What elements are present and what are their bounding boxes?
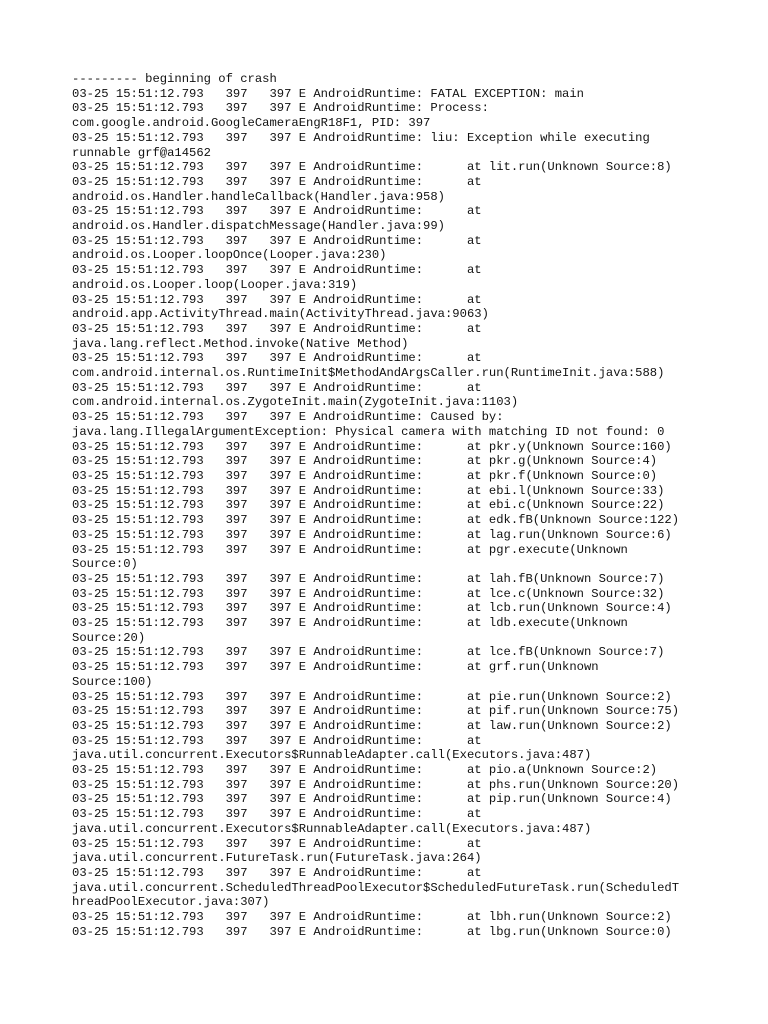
- log-line: 03-25 15:51:12.793 397 397 E AndroidRuntime: at ebi.l(Unknown Source:33): [72, 483, 665, 498]
- log-line: runnable grf@a14562: [72, 145, 211, 160]
- log-line: 03-25 15:51:12.793 397 397 E AndroidRuntime: at lah.fB(Unknown Source:7): [72, 571, 665, 586]
- log-line: 03-25 15:51:12.793 397 397 E AndroidRuntime: at lce.c(Unknown Source:32): [72, 586, 665, 601]
- log-line: 03-25 15:51:12.793 397 397 E AndroidRuntime: at lit.run(Unknown Source:8): [72, 160, 672, 175]
- log-line: 03-25 15:51:12.793 397 397 E AndroidRuntime: at pkr.f(Unknown Source:0): [72, 468, 658, 483]
- log-line: java.util.concurrent.Executors$RunnableAdapter.call(Executors.java:487): [72, 821, 592, 836]
- log-line: 03-25 15:51:12.793 397 397 E AndroidRuntime: at pio.a(Unknown Source:2): [72, 763, 658, 778]
- crash-log: [72, 72, 712, 939]
- log-line: java.util.concurrent.ScheduledThreadPoolExecutor$ScheduledFutureTask.run(ScheduledT: [72, 880, 680, 895]
- log-line: 03-25 15:51:12.793 397 397 E AndroidRuntime: at: [72, 865, 482, 880]
- log-line: 03-25 15:51:12.793 397 397 E AndroidRuntime: FATAL EXCEPTION: main: [72, 86, 584, 101]
- log-line: Source:0): [72, 557, 138, 572]
- log-line: com.google.android.GoogleCameraEngR18F1, PID: 397: [72, 116, 431, 131]
- log-line: android.os.Looper.loop(Looper.java:319): [72, 277, 358, 292]
- log-line: --------- beginning of crash: [72, 72, 277, 86]
- log-line: 03-25 15:51:12.793 397 397 E AndroidRuntime: at ebi.c(Unknown Source:22): [72, 498, 665, 513]
- log-line: 03-25 15:51:12.793 397 397 E AndroidRuntime: at pgr.execute(Unknown: [72, 542, 628, 557]
- log-line: 03-25 15:51:12.793 397 397 E AndroidRuntime: Caused by:: [72, 410, 504, 425]
- log-line: java.util.concurrent.Executors$RunnableAdapter.call(Executors.java:487): [72, 748, 592, 763]
- log-line: 03-25 15:51:12.793 397 397 E AndroidRuntime: at: [72, 836, 482, 851]
- log-line: android.os.Looper.loopOnce(Looper.java:230): [72, 248, 387, 263]
- log-line: 03-25 15:51:12.793 397 397 E AndroidRuntime: liu: Exception while executing: [72, 130, 650, 145]
- log-line: android.os.Handler.handleCallback(Handler.java:958): [72, 189, 445, 204]
- log-line: 03-25 15:51:12.793 397 397 E AndroidRuntime: at: [72, 292, 482, 307]
- log-line: 03-25 15:51:12.793 397 397 E AndroidRuntime: at: [72, 174, 482, 189]
- log-line: 03-25 15:51:12.793 397 397 E AndroidRuntime: at: [72, 233, 482, 248]
- log-line: 03-25 15:51:12.793 397 397 E AndroidRuntime: at pif.run(Unknown Source:75): [72, 704, 680, 719]
- log-line: 03-25 15:51:12.793 397 397 E AndroidRuntime: at lcb.run(Unknown Source:4): [72, 601, 672, 616]
- log-line: 03-25 15:51:12.793 397 397 E AndroidRuntime: at pkr.g(Unknown Source:4): [72, 454, 658, 469]
- log-line: 03-25 15:51:12.793 397 397 E AndroidRuntime: at: [72, 380, 482, 395]
- log-line: 03-25 15:51:12.793 397 397 E AndroidRuntime: at: [72, 204, 482, 219]
- log-line: 03-25 15:51:12.793 397 397 E AndroidRuntime: at ldb.execute(Unknown: [72, 616, 628, 631]
- log-line: 03-25 15:51:12.793 397 397 E AndroidRuntime: at: [72, 321, 482, 336]
- log-line: 03-25 15:51:12.793 397 397 E AndroidRuntime: at: [72, 351, 482, 366]
- log-line: java.lang.IllegalArgumentException: Physical camera with matching ID not found: 0: [72, 424, 665, 439]
- log-line: 03-25 15:51:12.793 397 397 E AndroidRuntime: at grf.run(Unknown: [72, 660, 599, 675]
- log-line: 03-25 15:51:12.793 397 397 E AndroidRuntime: at pie.run(Unknown Source:2): [72, 689, 672, 704]
- log-line: 03-25 15:51:12.793 397 397 E AndroidRuntime: at pip.run(Unknown Source:4): [72, 792, 672, 807]
- log-line: Source:20): [72, 630, 146, 645]
- log-line: 03-25 15:51:12.793 397 397 E AndroidRuntime: at: [72, 733, 482, 748]
- log-line: Source:100): [72, 674, 153, 689]
- log-line: 03-25 15:51:12.793 397 397 E AndroidRuntime: at pkr.y(Unknown Source:160): [72, 439, 672, 454]
- log-line: 03-25 15:51:12.793 397 397 E AndroidRuntime: at: [72, 807, 482, 822]
- log-line: hreadPoolExecutor.java:307): [72, 895, 270, 910]
- log-line: 03-25 15:51:12.793 397 397 E AndroidRuntime: at edk.fB(Unknown Source:122): [72, 513, 680, 528]
- log-line: android.app.ActivityThread.main(ActivityThread.java:9063): [72, 307, 489, 322]
- log-line: java.util.concurrent.FutureTask.run(FutureTask.java:264): [72, 851, 482, 866]
- log-line: 03-25 15:51:12.793 397 397 E AndroidRuntime: at law.run(Unknown Source:2): [72, 718, 672, 733]
- log-line: 03-25 15:51:12.793 397 397 E AndroidRuntime: at lbh.run(Unknown Source:2): [72, 910, 672, 925]
- log-line: 03-25 15:51:12.793 397 397 E AndroidRuntime: at lbg.run(Unknown Source:0): [72, 924, 672, 939]
- log-line: 03-25 15:51:12.793 397 397 E AndroidRuntime: at: [72, 263, 482, 278]
- log-line: com.android.internal.os.ZygoteInit.main(ZygoteInit.java:1103): [72, 395, 519, 410]
- log-line: 03-25 15:51:12.793 397 397 E AndroidRuntime: at phs.run(Unknown Source:20): [72, 777, 680, 792]
- log-line: android.os.Handler.dispatchMessage(Handler.java:99): [72, 219, 445, 234]
- log-line: 03-25 15:51:12.793 397 397 E AndroidRuntime: at lag.run(Unknown Source:6): [72, 527, 672, 542]
- log-line: com.android.internal.os.RuntimeInit$MethodAndArgsCaller.run(RuntimeInit.java:588): [72, 366, 665, 381]
- log-line: java.lang.reflect.Method.invoke(Native Method): [72, 336, 409, 351]
- log-line: 03-25 15:51:12.793 397 397 E AndroidRuntime: Process:: [72, 101, 489, 116]
- log-line: 03-25 15:51:12.793 397 397 E AndroidRuntime: at lce.fB(Unknown Source:7): [72, 645, 665, 660]
